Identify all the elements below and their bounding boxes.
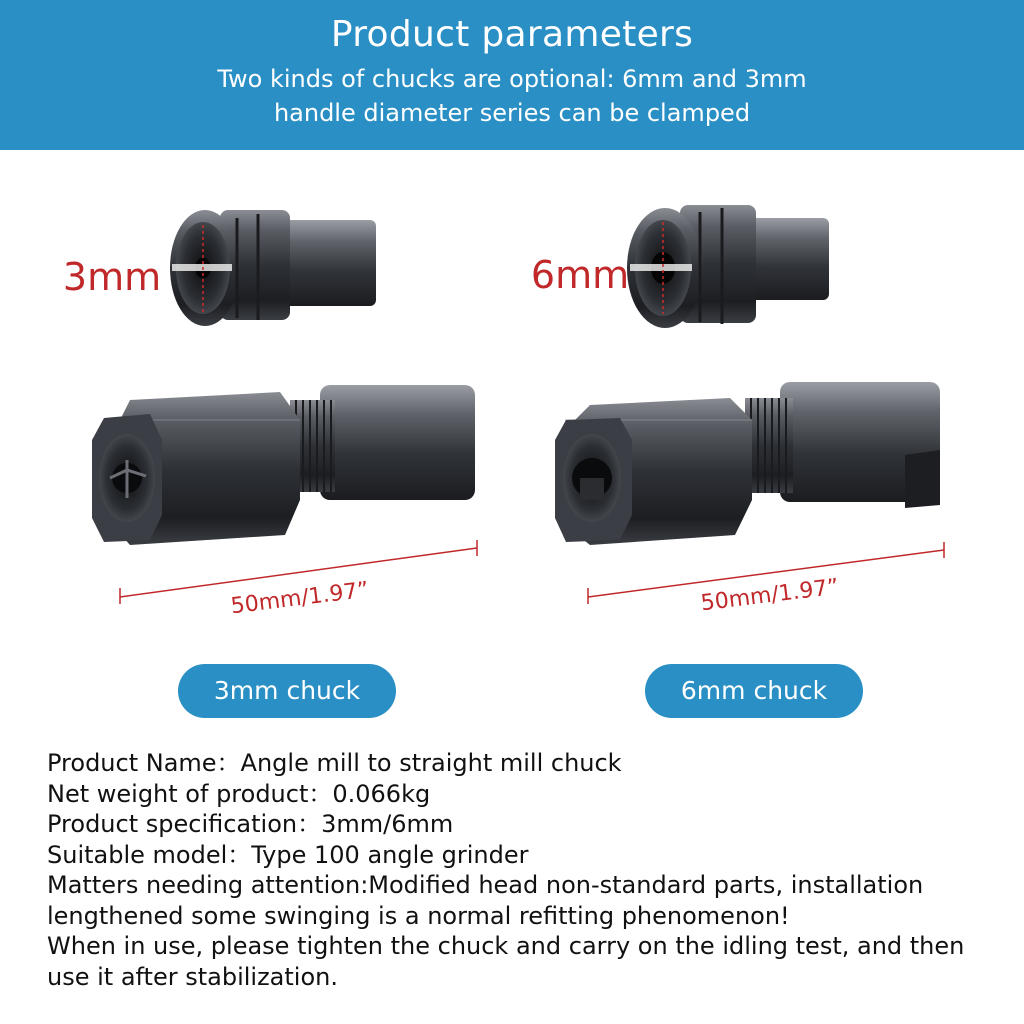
chuck-6mm-image	[555, 382, 940, 545]
page-subtitle	[0, 62, 1024, 130]
spec-attention-line-2: lengthened some swinging is a normal refitting phenomenon!	[47, 901, 790, 930]
spec-list	[47, 748, 1007, 992]
spec-attention-line-1: Matters needing attention:Modified head non-standard parts, installation	[47, 871, 924, 899]
size-label-6mm: 6mm	[530, 253, 630, 297]
chuck-6mm-label: 6mm chuck	[645, 664, 863, 718]
collet-3mm-image	[170, 210, 376, 326]
length-label-6mm: 50mm/1.97”	[699, 574, 841, 617]
spec-suitable-model: Suitable model：Type 100 angle grinder	[47, 840, 529, 869]
subtitle-line-1: Two kinds of chucks are optional: 6mm and 3mm	[217, 65, 807, 93]
spec-product-name: Product Name：Angle mill to straight mill chuck	[47, 749, 622, 777]
page-title: Product parameters	[330, 14, 694, 55]
product-photo	[0, 180, 1024, 660]
subtitle-line-2: handle diameter series can be clamped	[273, 99, 751, 127]
spec-usage-line-2: use it after stabilization.	[47, 962, 338, 991]
length-label-3mm: 50mm/1.97”	[229, 577, 371, 620]
spec-usage-line-1: When in use, please tighten the chuck and carry on the idling test, and then	[47, 932, 965, 960]
size-label-3mm: 3mm	[62, 255, 162, 299]
header-banner	[0, 0, 1024, 150]
chuck-3mm-label: 3mm chuck	[178, 664, 396, 718]
spec-specification: Product specification：3mm/6mm	[47, 810, 454, 838]
chuck-3mm-image	[92, 385, 475, 545]
collet-6mm-image	[627, 205, 829, 328]
spec-net-weight: Net weight of product：0.066kg	[47, 779, 431, 808]
